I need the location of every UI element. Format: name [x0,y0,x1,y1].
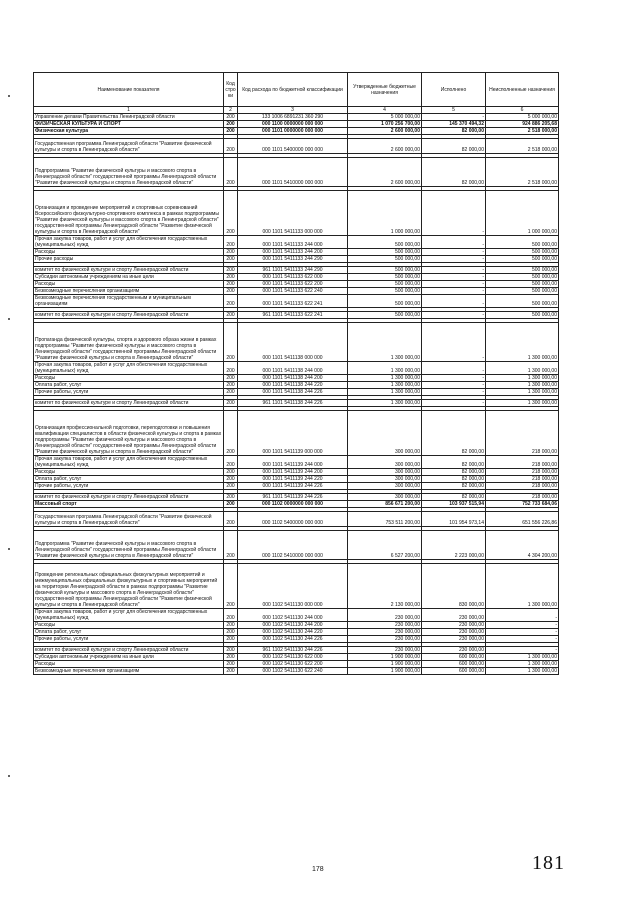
row-approved-amount: 300 000,00 [348,476,422,483]
table-row [34,609,559,622]
table-row [34,256,559,263]
table-row [34,249,559,256]
row-indicator-name: Безвозмездные перечисления организациям [34,668,224,675]
row-remaining-amount: - [486,622,559,629]
row-expense-code: 000 1101 5411133 244 200 [238,249,348,256]
row-line-code: 200 [224,191,238,236]
row-line-code: 200 [224,668,238,675]
row-approved-amount: 5 000 000,00 [348,114,422,121]
row-executed-amount: 82 000,00 [422,139,486,154]
row-indicator-name: Расходы [34,469,224,476]
row-line-code: 200 [224,476,238,483]
row-expense-code: 000 1101 5411139 244 220 [238,476,348,483]
row-remaining-amount: - [486,647,559,654]
row-expense-code: 000 1102 0000000 000 000 [238,501,348,508]
column-number: 2 [224,107,238,114]
row-indicator-name: Пропаганда физической культуры, спорта и здорового образа жизни в рамках подпрограммы "Развитие физической культуры и массового спорта в Ленинградской области" государственной программы Ленинградской области "Развитие физической культуры и спорта в Ленинградской области" [34,323,224,362]
row-line-code: 200 [224,249,238,256]
row-line-code: 200 [224,501,238,508]
row-approved-amount: 230 000,00 [348,609,422,622]
row-approved-amount: 300 000,00 [348,469,422,476]
row-approved-amount: 1 300 000,00 [348,362,422,375]
row-line-code: 200 [224,400,238,407]
row-indicator-name: Прочая закупка товаров, работ и услуг для обеспечения государственных (муниципальных) нужд [34,236,224,249]
row-indicator-name: Расходы [34,375,224,382]
row-expense-code: 000 1101 5411138 000 000 [238,323,348,362]
row-remaining-amount: 218 000,00 [486,456,559,469]
row-remaining-amount: 218 000,00 [486,483,559,490]
budget-report-sheet [33,72,558,675]
table-row [34,389,559,396]
row-line-code: 200 [224,362,238,375]
row-indicator-name: Организация и проведение мероприятий и спортивных соревнований Всероссийского физкультурно-спортивного комплекса в рамках подпрограммы "Развитие физической культуры и массового спорта в Ленинградской области" государственной программы Ленинградской области "Развитие физической культуры и спорта в Ленинградской области" [34,191,224,236]
row-expense-code: 000 1101 5411138 244 226 [238,389,348,396]
row-line-code: 200 [224,494,238,501]
row-remaining-amount: - [486,609,559,622]
row-expense-code: 000 1101 5411138 244 000 [238,362,348,375]
row-approved-amount: 500 000,00 [348,312,422,319]
table-row [34,191,559,236]
row-approved-amount: 856 671 200,00 [348,501,422,508]
row-approved-amount: 1 070 256 700,00 [348,121,422,128]
row-executed-amount: 101 954 973,14 [422,512,486,527]
row-line-code: 200 [224,288,238,295]
row-expense-code: 961 1101 5411139 244 226 [238,494,348,501]
row-line-code: 200 [224,531,238,560]
row-executed-amount: - [422,295,486,308]
row-indicator-name: Прочие работы, услуги [34,636,224,643]
header-executed: Исполнено [422,73,486,107]
table-row [34,267,559,274]
row-approved-amount: 500 000,00 [348,236,422,249]
row-remaining-amount: - [486,636,559,643]
scan-speck [8,775,10,777]
row-remaining-amount: 500 000,00 [486,249,559,256]
row-expense-code: 000 1101 5411133 622 200 [238,281,348,288]
row-indicator-name: Субсидии автономным учреждениям на иные цели [34,274,224,281]
row-approved-amount: 230 000,00 [348,636,422,643]
row-expense-code: 000 1102 5411130 000 000 [238,564,348,609]
row-executed-amount: 145 370 494,32 [422,121,486,128]
table-row [34,512,559,527]
row-executed-amount: 600 000,00 [422,668,486,675]
row-remaining-amount: 218 000,00 [486,411,559,456]
row-indicator-name: комитет по физической культуре и спорту Ленинградской области [34,647,224,654]
stamped-page-number: 181 [532,852,565,874]
row-expense-code: 000 1101 5411133 244 000 [238,236,348,249]
row-approved-amount: 500 000,00 [348,288,422,295]
row-executed-amount: 103 937 515,94 [422,501,486,508]
row-executed-amount: 830 000,00 [422,564,486,609]
row-expense-code: 000 1101 5410000 000 000 [238,158,348,187]
row-line-code: 200 [224,158,238,187]
row-line-code: 200 [224,312,238,319]
row-remaining-amount: - [486,629,559,636]
row-executed-amount: - [422,400,486,407]
row-expense-code: 000 1101 5411133 244 290 [238,256,348,263]
row-expense-code: 000 1101 5411139 244 000 [238,456,348,469]
table-row [34,158,559,187]
row-executed-amount: - [422,281,486,288]
row-indicator-name: комитет по физической культуре и спорту Ленинградской области [34,267,224,274]
table-row [34,636,559,643]
row-remaining-amount: 2 518 000,00 [486,128,559,135]
row-indicator-name: Безвозмездные перечисления государственным и муниципальным организациям [34,295,224,308]
row-approved-amount: 230 000,00 [348,647,422,654]
column-number: 1 [34,107,224,114]
column-number: 3 [238,107,348,114]
row-line-code: 200 [224,323,238,362]
row-line-code: 200 [224,469,238,476]
column-number-row [34,107,559,114]
row-expense-code: 000 1102 5400000 000 000 [238,512,348,527]
table-header-row [34,73,559,107]
row-approved-amount: 2 130 000,00 [348,564,422,609]
header-line-code: Код стро ки [224,73,238,107]
row-line-code: 200 [224,382,238,389]
row-remaining-amount: 1 300 000,00 [486,564,559,609]
row-line-code: 200 [224,375,238,382]
row-line-code: 200 [224,121,238,128]
row-remaining-amount: 500 000,00 [486,295,559,308]
row-approved-amount: 300 000,00 [348,483,422,490]
row-remaining-amount: 5 000 000,00 [486,114,559,121]
table-row [34,323,559,362]
row-indicator-name: Государственная программа Ленинградской области "Развитие физической культуры и спорта в Ленинградской области" [34,139,224,154]
row-approved-amount: 300 000,00 [348,494,422,501]
row-executed-amount: 230 000,00 [422,609,486,622]
row-expense-code: 000 1101 5411139 000 000 [238,411,348,456]
row-remaining-amount: 924 886 205,68 [486,121,559,128]
row-executed-amount: - [422,274,486,281]
row-expense-code: 000 1102 5411130 622 200 [238,661,348,668]
row-approved-amount: 6 527 200,00 [348,531,422,560]
row-remaining-amount: 500 000,00 [486,288,559,295]
row-line-code: 200 [224,295,238,308]
table-row [34,564,559,609]
row-executed-amount: - [422,249,486,256]
row-indicator-name: Прочая закупка товаров, работ и услуг для обеспечения государственных (муниципальных) нужд [34,609,224,622]
header-remaining: Неисполненные назначения [486,73,559,107]
table-row [34,622,559,629]
row-executed-amount: 600 000,00 [422,654,486,661]
row-remaining-amount: 1 000 000,00 [486,191,559,236]
row-approved-amount: 500 000,00 [348,281,422,288]
row-executed-amount: 82 000,00 [422,456,486,469]
row-indicator-name: Оплата работ, услуг [34,476,224,483]
row-line-code: 200 [224,629,238,636]
table-row [34,531,559,560]
row-line-code: 200 [224,609,238,622]
row-expense-code: 133 1006 6891231 360 290 [238,114,348,121]
table-row [34,494,559,501]
table-row [34,411,559,456]
table-row [34,661,559,668]
row-line-code: 200 [224,411,238,456]
row-remaining-amount: 4 304 200,00 [486,531,559,560]
row-line-code: 200 [224,274,238,281]
row-executed-amount: - [422,375,486,382]
row-executed-amount: - [422,288,486,295]
header-indicator-name: Наименование показателя [34,73,224,107]
row-remaining-amount: 500 000,00 [486,256,559,263]
row-remaining-amount: 1 300 000,00 [486,382,559,389]
row-line-code: 200 [224,456,238,469]
row-line-code: 200 [224,139,238,154]
row-executed-amount: 82 000,00 [422,483,486,490]
row-executed-amount: - [422,267,486,274]
row-expense-code: 000 1101 5411139 244 226 [238,483,348,490]
row-indicator-name: Оплата работ, услуг [34,629,224,636]
row-indicator-name: Прочие работы, услуги [34,483,224,490]
table-row [34,629,559,636]
row-indicator-name: Государственная программа Ленинградской области "Развитие физической культуры и спорта в Ленинградской области" [34,512,224,527]
table-row [34,139,559,154]
row-indicator-name: Оплата работ, услуг [34,382,224,389]
row-expense-code: 000 1101 0000000 000 000 [238,128,348,135]
row-line-code: 200 [224,636,238,643]
row-expense-code: 000 1101 5411133 000 000 [238,191,348,236]
row-expense-code: 000 1102 5410000 000 000 [238,531,348,560]
row-expense-code: 000 1100 0000000 000 000 [238,121,348,128]
table-row [34,400,559,407]
row-indicator-name: Прочие работы, услуги [34,389,224,396]
row-remaining-amount: 1 300 000,00 [486,668,559,675]
row-indicator-name: ФИЗИЧЕСКАЯ КУЛЬТУРА И СПОРТ [34,121,224,128]
row-approved-amount: 1 300 000,00 [348,323,422,362]
row-remaining-amount: 500 000,00 [486,281,559,288]
row-expense-code: 000 1102 5411130 622 000 [238,654,348,661]
row-line-code: 200 [224,281,238,288]
row-expense-code: 000 1101 5411139 244 200 [238,469,348,476]
row-indicator-name: комитет по физической культуре и спорту Ленинградской области [34,494,224,501]
row-approved-amount: 230 000,00 [348,622,422,629]
table-row [34,288,559,295]
table-row [34,375,559,382]
table-row [34,501,559,508]
row-executed-amount: 82 000,00 [422,128,486,135]
table-row [34,274,559,281]
row-remaining-amount: 1 300 000,00 [486,362,559,375]
row-remaining-amount: 1 300 000,00 [486,389,559,396]
row-executed-amount: - [422,362,486,375]
row-expense-code: 000 1101 5411133 622 000 [238,274,348,281]
row-approved-amount: 500 000,00 [348,274,422,281]
row-expense-code: 000 1101 5411138 244 200 [238,375,348,382]
row-remaining-amount: 218 000,00 [486,494,559,501]
row-approved-amount: 1 300 000,00 [348,400,422,407]
header-approved: Утвержденные бюджетные назначения [348,73,422,107]
row-indicator-name: Расходы [34,661,224,668]
row-remaining-amount: 500 000,00 [486,312,559,319]
row-approved-amount: 2 600 000,00 [348,158,422,187]
row-remaining-amount: 500 000,00 [486,267,559,274]
row-expense-code: 961 1102 5411130 244 226 [238,647,348,654]
row-indicator-name: Безвозмездные перечисления организациям [34,288,224,295]
row-line-code: 200 [224,236,238,249]
row-approved-amount: 2 600 000,00 [348,139,422,154]
row-line-code: 200 [224,564,238,609]
table-row [34,476,559,483]
row-executed-amount: 82 000,00 [422,469,486,476]
row-approved-amount: 1 900 000,00 [348,668,422,675]
column-number: 4 [348,107,422,114]
row-executed-amount: - [422,256,486,263]
row-executed-amount: 230 000,00 [422,629,486,636]
row-indicator-name: Организация профессиональной подготовки, переподготовки и повышения квалификации специалистов в области физической культуры и спорта в рамках подпрограммы "Развитие физической культуры и массового спорта в Ленинградской области" государственной программы Ленинградской области "Развитие физической культуры и спорта в Ленинградской области" [34,411,224,456]
row-line-code: 200 [224,389,238,396]
row-remaining-amount: 2 518 000,00 [486,158,559,187]
row-remaining-amount: 1 300 000,00 [486,400,559,407]
row-approved-amount: 753 511 200,00 [348,512,422,527]
row-expense-code: 961 1101 5411133 622 241 [238,312,348,319]
table-row [34,456,559,469]
row-remaining-amount: 1 300 000,00 [486,654,559,661]
row-executed-amount: - [422,382,486,389]
row-indicator-name: Расходы [34,281,224,288]
row-executed-amount: - [422,236,486,249]
row-indicator-name: Управление делами Правительства Ленинградской области [34,114,224,121]
table-row [34,382,559,389]
row-remaining-amount: 651 556 226,86 [486,512,559,527]
row-executed-amount: - [422,389,486,396]
row-line-code: 200 [224,622,238,629]
row-executed-amount: - [422,114,486,121]
row-approved-amount: 1 900 000,00 [348,661,422,668]
row-expense-code: 000 1101 5411133 622 240 [238,288,348,295]
row-line-code: 200 [224,654,238,661]
row-expense-code: 000 1101 5411138 244 220 [238,382,348,389]
row-expense-code: 000 1102 5411130 244 200 [238,622,348,629]
table-row [34,236,559,249]
row-expense-code: 961 1101 5411138 244 226 [238,400,348,407]
row-expense-code: 961 1101 5411133 244 290 [238,267,348,274]
row-executed-amount: - [422,191,486,236]
table-body [34,114,559,675]
header-expense-code: Код расхода по бюджетной классификации [238,73,348,107]
row-remaining-amount: 752 733 684,06 [486,501,559,508]
table-row [34,295,559,308]
row-approved-amount: 500 000,00 [348,249,422,256]
row-approved-amount: 230 000,00 [348,629,422,636]
row-executed-amount: 230 000,00 [422,636,486,643]
row-indicator-name: комитет по физической культуре и спорту Ленинградской области [34,400,224,407]
row-approved-amount: 500 000,00 [348,295,422,308]
row-line-code: 200 [224,267,238,274]
row-executed-amount: 230 000,00 [422,622,486,629]
row-remaining-amount: 1 300 000,00 [486,661,559,668]
table-row [34,654,559,661]
row-executed-amount: - [422,323,486,362]
row-executed-amount: 2 223 000,00 [422,531,486,560]
row-remaining-amount: 218 000,00 [486,469,559,476]
row-indicator-name: Массовый спорт [34,501,224,508]
row-indicator-name: комитет по физической культуре и спорту Ленинградской области [34,312,224,319]
row-expense-code: 000 1101 5411133 622 241 [238,295,348,308]
row-executed-amount: 82 000,00 [422,494,486,501]
table-row [34,121,559,128]
row-indicator-name: Прочая закупка товаров, работ и услуг для обеспечения государственных (муниципальных) нужд [34,456,224,469]
row-indicator-name: Проведение региональных официальных физкультурных мероприятий и межмуниципальных официальных физкультурных и спортивных мероприятий на территории Ленинградской области в рамках подпрограммы "Развитие физической культуры и массового спорта в Ленинградской области" государственной программы Ленинградской области "Развитие физической культуры и спорта в Ленинградской области" [34,564,224,609]
table-row [34,647,559,654]
row-indicator-name: Расходы [34,249,224,256]
row-line-code: 200 [224,483,238,490]
table-row [34,668,559,675]
row-approved-amount: 1 900 000,00 [348,654,422,661]
row-approved-amount: 2 600 000,00 [348,128,422,135]
row-executed-amount: - [422,312,486,319]
row-approved-amount: 1 300 000,00 [348,375,422,382]
row-expense-code: 000 1102 5411130 244 220 [238,629,348,636]
row-line-code: 200 [224,661,238,668]
row-remaining-amount: 1 300 000,00 [486,375,559,382]
scan-speck [8,318,10,320]
budget-execution-table [33,72,559,675]
row-approved-amount: 500 000,00 [348,256,422,263]
row-indicator-name: Прочие расходы [34,256,224,263]
row-remaining-amount: 218 000,00 [486,476,559,483]
scan-speck [8,95,10,97]
row-executed-amount: 82 000,00 [422,158,486,187]
column-number: 6 [486,107,559,114]
scan-speck [8,548,10,550]
row-approved-amount: 300 000,00 [348,456,422,469]
row-indicator-name: Субсидии автономным учреждениям на иные цели [34,654,224,661]
row-line-code: 200 [224,512,238,527]
table-row [34,362,559,375]
row-expense-code: 000 1102 5411130 244 226 [238,636,348,643]
row-line-code: 200 [224,128,238,135]
row-expense-code: 000 1101 5400000 000 000 [238,139,348,154]
column-number: 5 [422,107,486,114]
table-row [34,281,559,288]
row-expense-code: 000 1102 5411130 244 000 [238,609,348,622]
row-remaining-amount: 1 300 000,00 [486,323,559,362]
row-approved-amount: 300 000,00 [348,411,422,456]
table-row [34,483,559,490]
row-indicator-name: Подпрограмма "Развитие физической культуры и массового спорта в Ленинградской области" государственной программы Ленинградской области "Развитие физической культуры и спорта в Ленинградской области" [34,531,224,560]
row-executed-amount: 230 000,00 [422,647,486,654]
row-executed-amount: 600 000,00 [422,661,486,668]
row-indicator-name: Подпрограмма "Развитие физической культуры и массового спорта в Ленинградской области" государственной программы Ленинградской области "Развитие физической культуры и спорта в Ленинградской области" [34,158,224,187]
row-remaining-amount: 2 518 000,00 [486,139,559,154]
row-indicator-name: Расходы [34,622,224,629]
table-row [34,469,559,476]
row-approved-amount: 1 000 000,00 [348,191,422,236]
row-approved-amount: 1 300 000,00 [348,389,422,396]
row-indicator-name: Прочая закупка товаров, работ и услуг для обеспечения государственных (муниципальных) нужд [34,362,224,375]
row-executed-amount: 82 000,00 [422,476,486,483]
row-approved-amount: 1 300 000,00 [348,382,422,389]
row-remaining-amount: 500 000,00 [486,274,559,281]
table-row [34,312,559,319]
table-row [34,114,559,121]
row-indicator-name: Физическая культура [34,128,224,135]
row-executed-amount: 82 000,00 [422,411,486,456]
row-expense-code: 000 1102 5411130 622 240 [238,668,348,675]
row-remaining-amount: 500 000,00 [486,236,559,249]
row-approved-amount: 500 000,00 [348,267,422,274]
row-line-code: 200 [224,647,238,654]
row-line-code: 200 [224,114,238,121]
page-number: 178 [312,866,324,873]
table-row [34,128,559,135]
row-line-code: 200 [224,256,238,263]
